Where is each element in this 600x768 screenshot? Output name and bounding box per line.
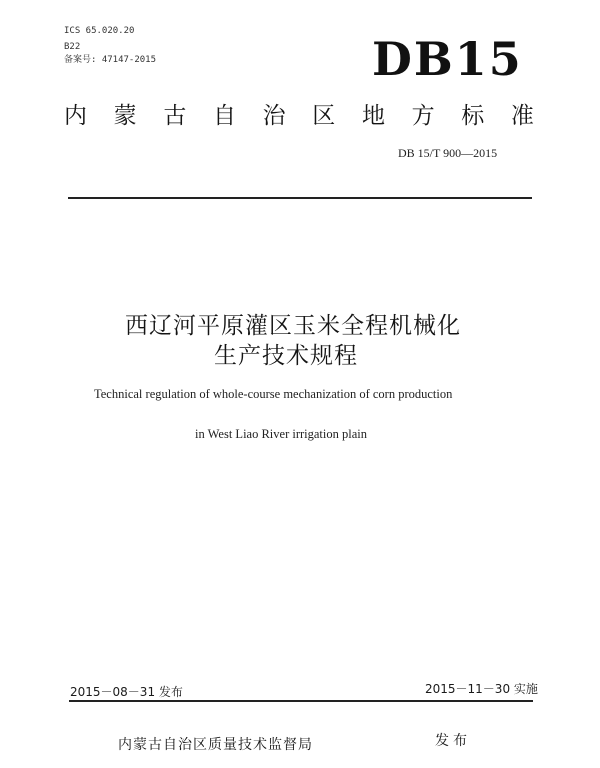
standard-type-char: 区 (312, 103, 336, 129)
standard-type-char: 古 (163, 103, 187, 129)
standard-type-char: 准 (510, 103, 534, 129)
english-title-line-1: Technical regulation of whole-course mechanization of corn production (94, 387, 453, 401)
standard-type-heading (64, 105, 534, 128)
standard-number: DB 15/T 900—2015 (398, 146, 498, 160)
standard-type-char: 蒙 (113, 103, 137, 129)
standard-logo: DB15 (372, 32, 523, 86)
record-number: 备案号: 47147-2015 (64, 55, 157, 65)
issue-action: 发布 (435, 733, 471, 749)
ics-code: ICS 65.020.20 (64, 26, 135, 36)
standard-type-char: 标 (461, 103, 485, 129)
english-title-line-2: in West Liao River irrigation plain (195, 427, 367, 441)
standard-type-char: 治 (262, 103, 286, 129)
top-divider (68, 197, 532, 199)
standard-type-char: 自 (212, 103, 236, 129)
chinese-title-line-1: 西辽河平原灌区玉米全程机械化 (125, 313, 461, 339)
issuing-authority: 内蒙古自治区质量技术监督局 (118, 737, 313, 753)
standard-type-char: 内 (64, 103, 87, 129)
standard-type-char: 地 (361, 103, 385, 129)
issue-date: 2015－08－31 发布 (70, 685, 183, 699)
chinese-title-line-2: 生产技术规程 (214, 343, 358, 369)
bottom-divider (69, 700, 533, 702)
implementation-date: 2015－11－30 实施 (425, 682, 538, 696)
classification-code: B22 (64, 42, 81, 52)
standard-type-char: 方 (411, 103, 435, 129)
